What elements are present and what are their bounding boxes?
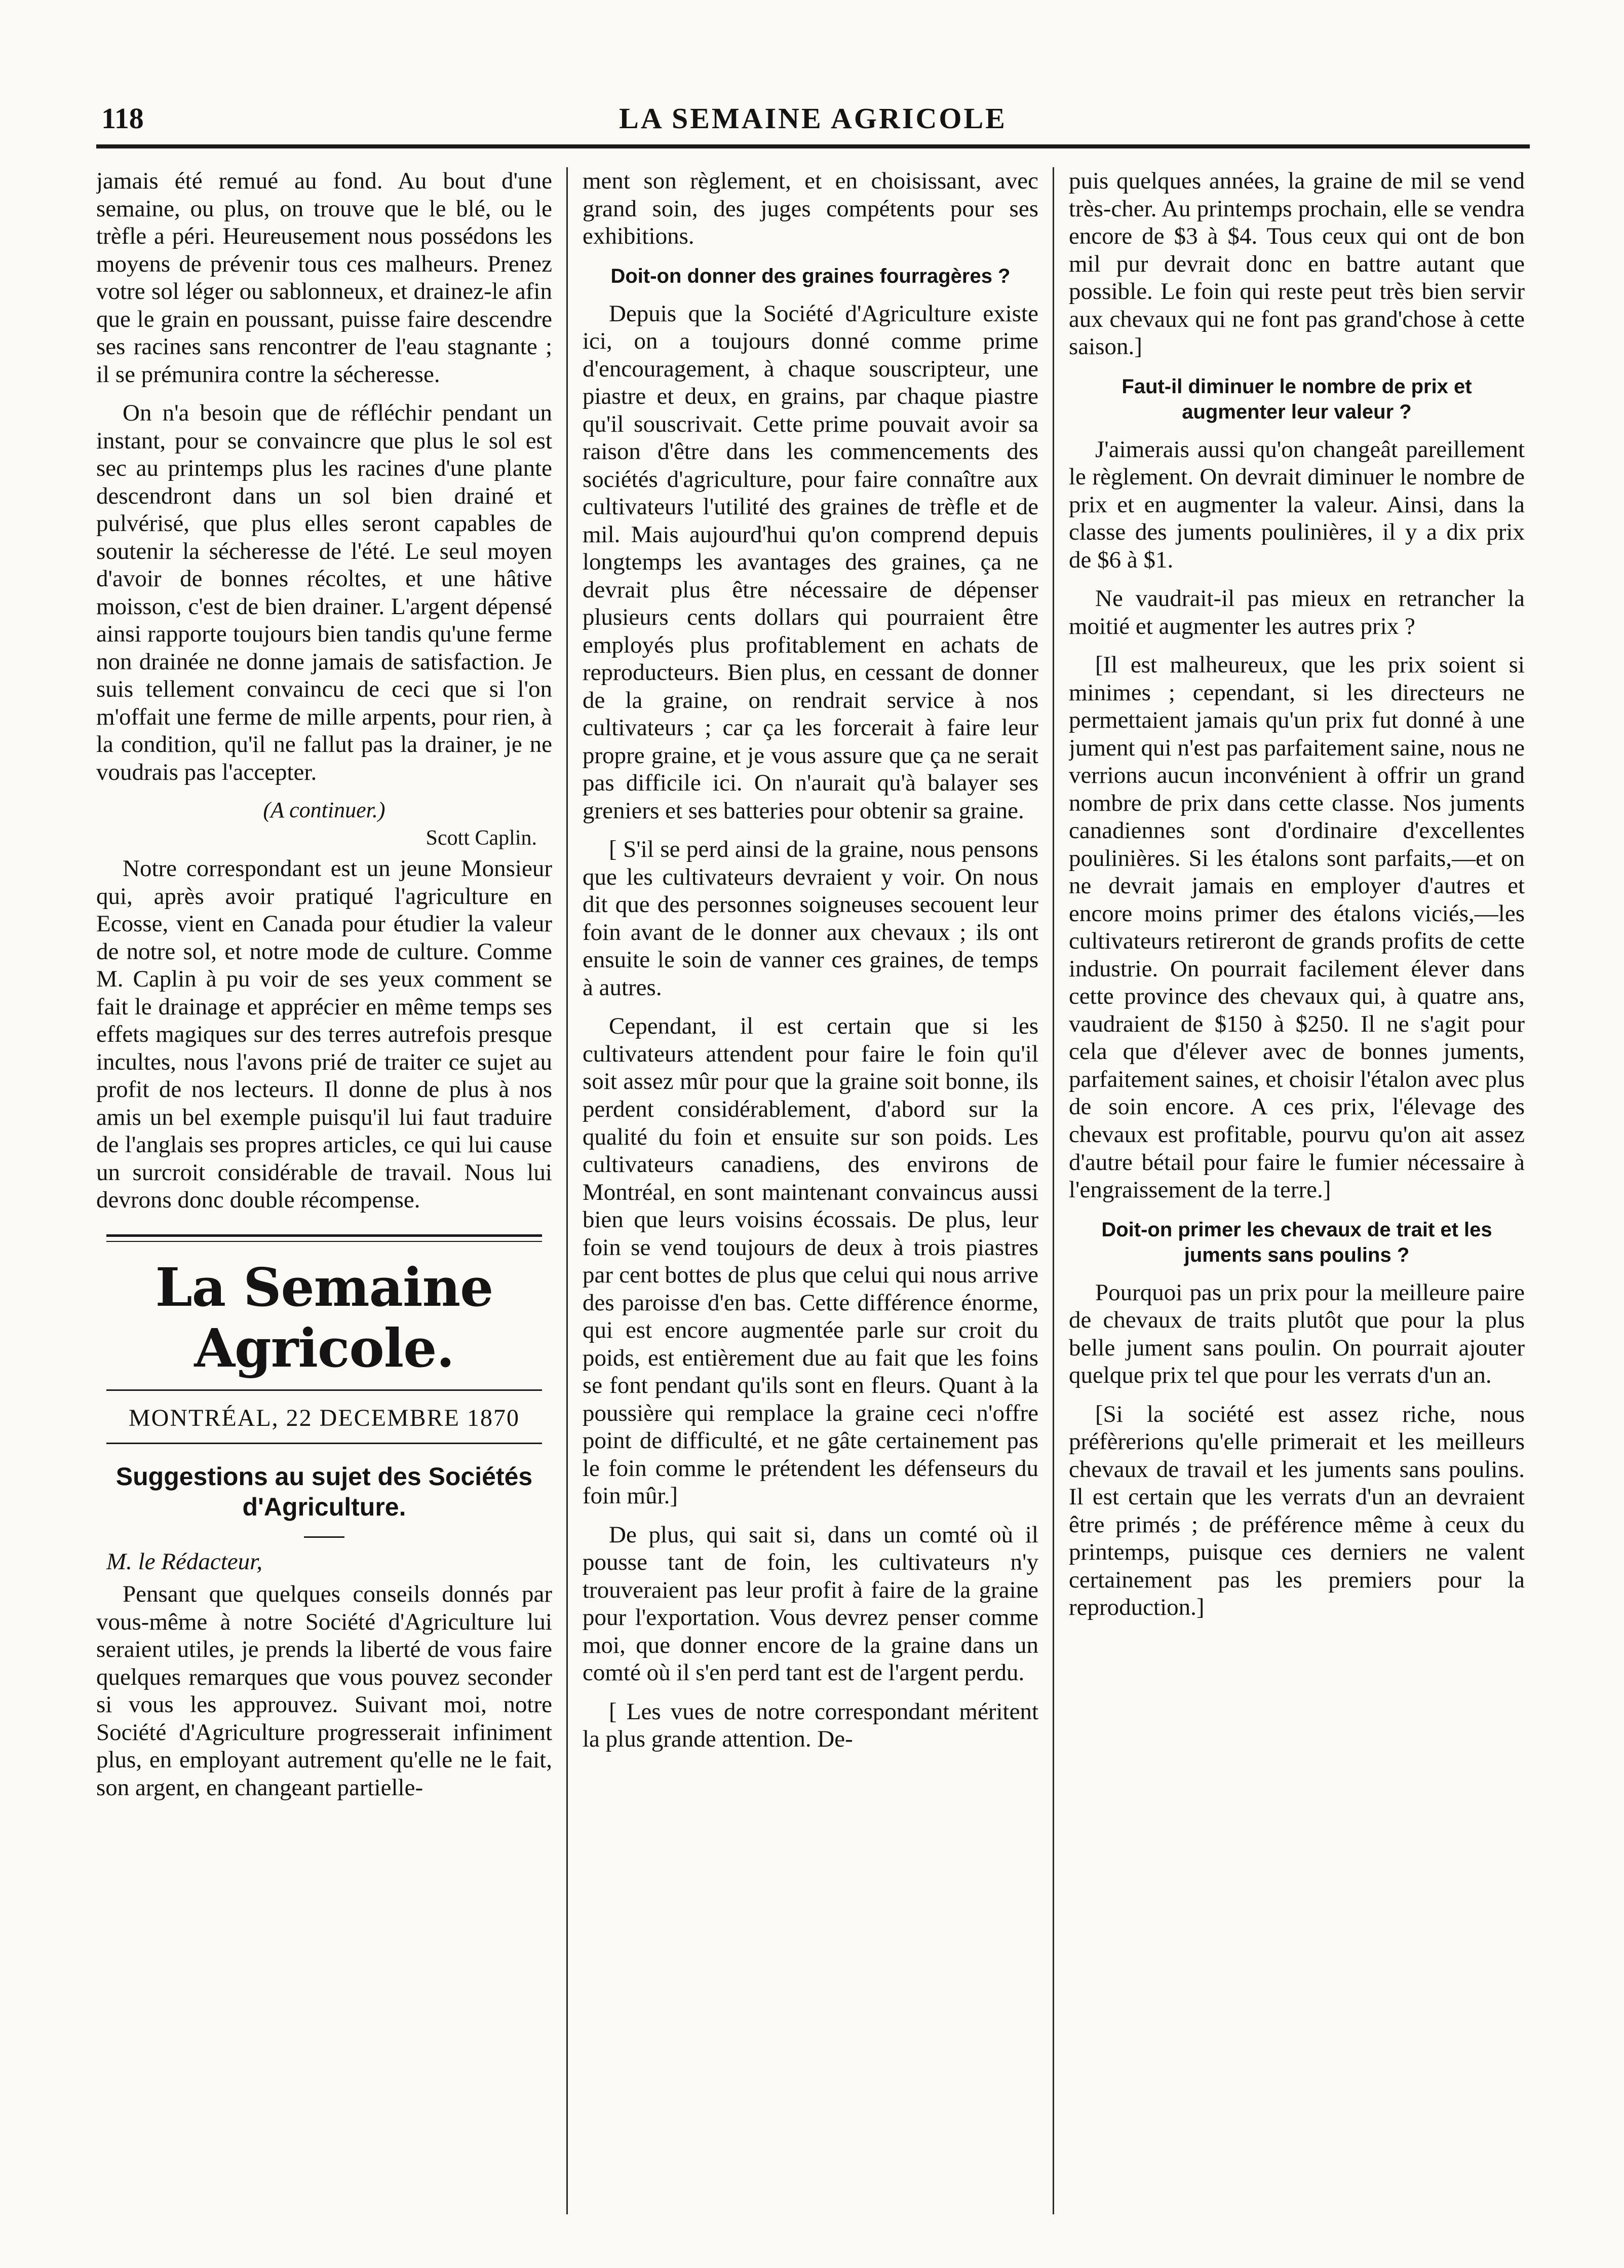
- paragraph: De plus, qui sait si, dans un comté où il pousse tant de foin, les cultivateurs n'y trouveraient pas leur profit à faire de la graine pour l'exportation. Vous devrez penser comme moi, que donner encore de la graine dans un comté où il s'en perd tant est de l'argent perdu.: [583, 1521, 1038, 1686]
- newspaper-page: [96, 91, 1530, 2219]
- section-heading: Doit-on donner des graines fourragères ?: [610, 264, 1011, 287]
- header-rule: [96, 144, 1530, 148]
- column-divider: [1053, 167, 1054, 2214]
- section-heading: Doit-on primer les chevaux de trait et les juments sans poulins ?: [1101, 1218, 1492, 1266]
- paragraph: Ne vaudrait-il pas mieux en retrancher la moitié et augmenter les autres prix ?: [1069, 585, 1525, 639]
- paragraph: [ S'il se perd ainsi de la graine, nous pensons que les cultivateurs devraient y voir. On nous dit que des personnes soigneuses secouent leur foin avant de le donner aux chevaux ; ils ont ensuite le soin de vanner ces graines, de temps à autres.: [583, 836, 1038, 1001]
- paragraph: On n'a besoin que de réfléchir pendant un instant, pour se convaincre que plus le sol est sec au printemps plus les racines d'une plante descendront dans un sol bien drainé et pulvérisé, que plus elles seront capables de soutenir la sécheresse de l'été. Le seul moyen d'avoir de bonnes récoltes, et une hâtive moisson, c'est de bien drainer. L'argent dépensé ainsi rapporte toujours bien tandis qu'une ferme non drainée ne donne jamais de satisfaction. Je suis tellement convaincu de ceci que si l'on m'offait une ferme de mille arpents, pour rien, à la condition, qu'il ne fallut pas la drainer, je ne voudrais pas l'accepter.: [96, 400, 552, 785]
- paragraph: jamais été remué au fond. Au bout d'une semaine, ou plus, on trouve que le blé, ou le trèfle a péri. Heureusement nous possédons les moyens de prévenir tous ces malheurs. Prenez votre sol léger ou sablonneux, et drainez-le afin que le grain en poussant, puisse faire descendre ses racines sans rencontrer de l'eau stagnante ; il se prémunira contre la sécheresse.: [96, 168, 552, 388]
- page-header: [96, 91, 1530, 147]
- paragraph: [ Les vues de notre correspondant méritent la plus grande attention. De-: [583, 1698, 1038, 1753]
- paragraph: Depuis que la Société d'Agriculture existe ici, on a toujours donné comme prime d'encouragement, à chaque souscripteur, une piastre et deux, en grains, par chaque piastre qu'il souscrivait. Cette prime pouvait avoir sa raison d'être dans les commencements des sociétés d'agriculture, pour faire connaître aux cultivateurs l'utilité des graines de trèfle et de mil. Mais aujourd'hui qu'on comprend depuis longtemps les avantages des graines, ça ne devrait plus être nécessaire de dépenser plusieurs cents dollars qui pourraient être employés plus profitablement en achats de reproducteurs. Bien plus, en cessant de donner de la graine, on rendrait service à nos cultivateurs ; car ça les forcerait à faire leur propre graine, et je vous assure que ça ne serait pas difficile ici. On n'aurait qu'à balayer ses greniers et ses batteries pour obtenir sa graine.: [583, 300, 1038, 824]
- dateline-rule: [106, 1443, 542, 1444]
- author-signature: Scott Caplin.: [426, 826, 537, 850]
- paragraph: Pourquoi pas un prix pour la meilleure paire de chevaux de traits plutôt que pour la plus belle jument sans poulin. On pourrait ajouter quelque prix tel que pour les verrats d'un an.: [1069, 1279, 1525, 1389]
- page-number: 118: [101, 102, 144, 135]
- section-heading: Faut-il diminuer le nombre de prix et augmenter leur valeur ?: [1122, 375, 1472, 423]
- paragraph: Pensant que quelques conseils donnés par vous-même à notre Société d'Agriculture lui seraient utiles, je prends la liberté de vous faire quelques remarques que vous pouvez seconder si vous les approuvez. Suivant moi, notre Société d'Agriculture progresserait infiniment plus, en employant autrement qu'elle ne le fait, son argent, en changeant partielle-: [96, 1581, 552, 1801]
- paragraph: J'aimerais aussi qu'on changeât pareillement le règlement. On devrait diminuer le nombre de prix et en augmenter la valeur. Ainsi, dans la classe des juments poulinières, il y a dix prix de $6 à $1.: [1069, 436, 1525, 573]
- dateline: MONTRÉAL, 22 DECEMBRE 1870: [129, 1405, 520, 1432]
- running-title: LA SEMAINE AGRICOLE: [619, 102, 1007, 135]
- section-rule: [106, 1234, 542, 1242]
- paragraph: ment son règlement, et en choisissant, avec grand soin, des juges compétents pour ses exhibitions.: [583, 168, 1038, 250]
- masthead-rule: [106, 1389, 542, 1391]
- paragraph: [Si la société est assez riche, nous préfèrerions qu'elle primerait et les meilleurs chevaux de travail et les juments sans poulins. Il est certain que les verrats d'un an devraient être primés ; de préférence même à ceux du printemps, puisque ces derniers ne valent certainement pas les premiers pour la reproduction.]: [1069, 1401, 1525, 1621]
- column-divider: [566, 167, 568, 2214]
- paragraph: Cependant, il est certain que si les cultivateurs attendent pour faire le foin qu'il soit assez mûr pour que la graine soit bonne, ils perdent considérablement, d'abord sur la qualité du foin et ensuite sur son poids. Les cultivateurs canadiens, des environs de Montréal, en sont maintenant convaincus aussi bien que leurs voisins écossais. De plus, leur foin se vend toujours de deux à trois piastres par cent bottes de plus que celui qui nous arrive des paroisse d'en bas. Cette différence énorme, qui est encore augmentée parle sur croit du poids, est entièrement due au fait que les foins se font pendant qu'ils sont en fleurs. Quant à la poussière qui remplace la graine ceci n'offre point de difficulté, et ne gâte certainement pas le foin comme le prétendent les défenseurs du foin mûr.]: [583, 1013, 1038, 1509]
- heading-rule: [304, 1536, 344, 1538]
- masthead: La Semaine Agricole.: [155, 1256, 493, 1380]
- column-3: [1069, 167, 1525, 2214]
- salutation: M. le Rédacteur,: [106, 1548, 263, 1575]
- column-2: [583, 167, 1038, 2214]
- article-heading: Suggestions au sujet des Sociétés d'Agriculture.: [115, 1462, 533, 1521]
- paragraph: puis quelques années, la graine de mil se vend très-cher. Au printemps prochain, elle se vendra encore de $3 à $4. Tous ceux qui ont de bon mil pur devrait donc en battre autant que possible. Le foin qui reste peut très bien servir aux chevaux qui ne font pas grand'chose à cette saison.]: [1069, 168, 1525, 360]
- editor-note: Notre correspondant est un jeune Monsieur qui, après avoir pratiqué l'agriculture en Ecosse, vient en Canada pour étudier la valeur de notre sol, et notre mode de culture. Comme M. Caplin à pu voir de ses yeux comment se fait le drainage et apprécier en même temps ses effets magiques sur des terres autrefois presque incultes, nous l'avons prié de traiter ce sujet au profit de nos lecteurs. Il donne de plus à nos amis un bel exemple puisqu'il lui faut traduire de l'anglais ses propres articles, ce qui lui cause un surcroit considérable de travail. Nous lui devrons donc double récompense.: [96, 855, 552, 1214]
- paragraph: [Il est malheureux, que les prix soient si minimes ; cependant, si les directeurs ne permettaient jamais qu'un prix fut donné à une jument qui n'est pas parfaitement saine, nous ne verrions aucun inconvénient à offrir un grand nombre de prix dans cette classe. Nos juments canadiennes sont d'ordinaire d'excellentes poulinières. Si les étalons sont parfaits,—et on ne devrait jamais en employer d'autres et encore moins primer des étalons viciés,—les cultivateurs retireront de grands profits de cette industrie. On pourrait facilement élever dans cette province des chevaux qui, à quatre ans, vaudraient de $150 à $250. Il ne s'agit pour cela que d'élever avec de bonnes juments, parfaitement saines, et choisir l'étalon avec plus de soin encore. A ces prix, l'élevage des chevaux est profitable, pourvu qu'on ait assez d'autre bétail pour faire le fumier nécessaire à l'engraissement de la terre.]: [1069, 652, 1525, 1203]
- continued-note: (A continuer.): [263, 798, 385, 823]
- column-1: [96, 167, 552, 2214]
